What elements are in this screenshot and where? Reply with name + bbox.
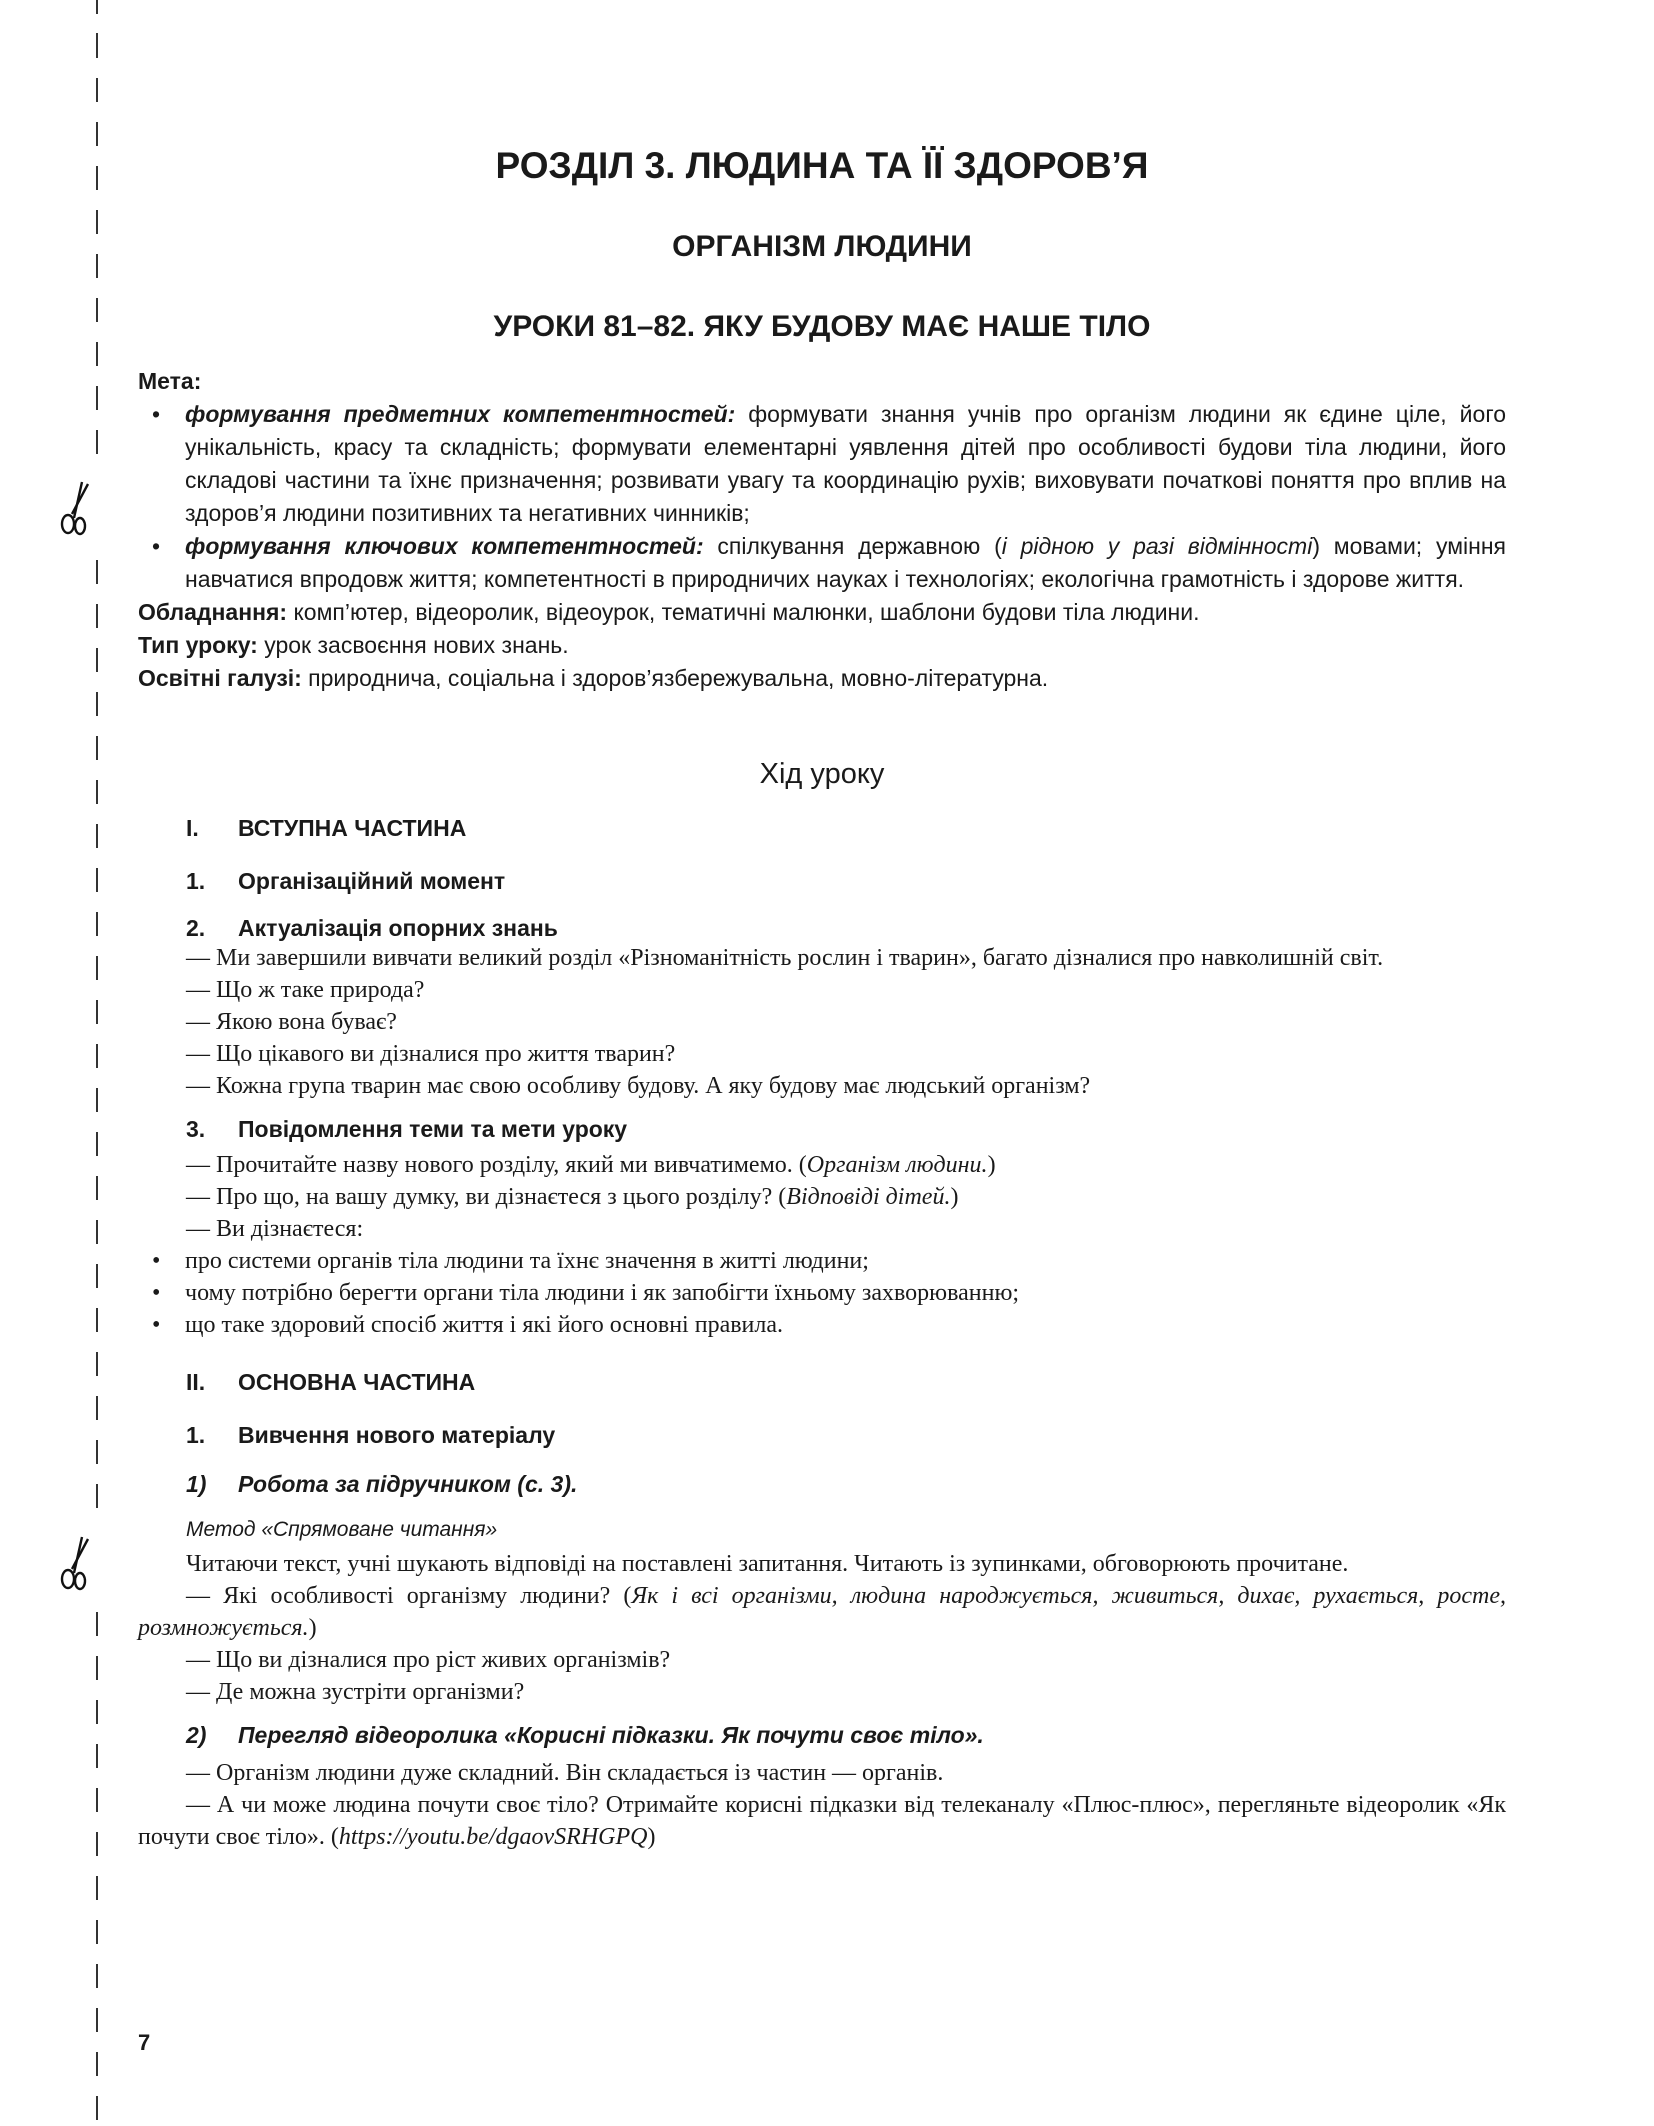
goal-label: Мета: xyxy=(138,368,202,394)
paragraph: — А чи може людина почути своє тіло? Отримайте корисні підказки від телеканалу «Плюс-плюс», перегляньте відеоролик «Як почути своє тіло». (https://youtu.be/dgaovSRHGPQ) xyxy=(138,1792,1506,1850)
lesson-title: УРОКИ 81–82. ЯКУ БУДОВУ МАЄ НАШЕ ТІЛО xyxy=(493,310,1151,343)
list-item: • про системи органів тіла людини та їхнє значення в житті людини; xyxy=(138,1245,1506,1277)
goal-item: • формування ключових компетентностей: спілкування державною (і рідною у разі відмінності) мовами; уміння навчатися впродовж життя; компетентності в природничих науках і технологіях; екологічна грамотність і здорове життя. xyxy=(138,530,1506,596)
page-number: 7 xyxy=(138,2030,151,2055)
video-link[interactable]: https://youtu.be/dgaovSRHGPQ xyxy=(338,1824,648,1850)
paragraph: Читаючи текст, учні шукають відповіді на поставлені запитання. Читають із зупинками, обговорюють прочитане. xyxy=(186,1551,1349,1577)
scissors-icon xyxy=(58,480,98,538)
course-title: Хід уроку xyxy=(759,758,885,790)
subsection-heading: 1. Організаційний момент xyxy=(186,868,506,894)
dialog-line: — Що цікавого ви дізналися про життя тварин? xyxy=(186,1041,676,1067)
subsection-heading: 2. Актуалізація опорних знань xyxy=(186,915,558,941)
lesson-type: Тип уроку: урок засвоєння нових знань. xyxy=(138,632,569,658)
lesson-goals xyxy=(138,365,1506,695)
lesson-body xyxy=(138,815,1506,1853)
subsection-heading: 2) Перегляд відеоролика «Корисні підказки. Як почути своє тіло». xyxy=(186,1722,984,1748)
educational-fields: Освітні галузі: природнича, соціальна і здоров’язбережувальна, мовно-літературна. xyxy=(138,665,1049,691)
list-item: • чому потрібно берегти органи тіла людини і як запобігти їхньому захворюванню; xyxy=(138,1277,1506,1309)
dialog-line: — Ви дізнаєтеся: xyxy=(186,1216,364,1242)
method-label: Метод «Спрямоване читання» xyxy=(186,1518,498,1541)
part-heading: I. ВСТУПНА ЧАСТИНА xyxy=(186,815,467,841)
part-heading: II. ОСНОВНА ЧАСТИНА xyxy=(186,1369,476,1395)
subsection-heading: 1. Вивчення нового матеріалу xyxy=(186,1422,556,1448)
subsection-heading: 3. Повідомлення теми та мети уроку xyxy=(186,1116,628,1142)
list-item: • що таке здоровий спосіб життя і які його основні правила. xyxy=(138,1309,1506,1341)
dialog-line: — Де можна зустріти організми? xyxy=(186,1679,525,1705)
dialog-line: — Якою вона буває? xyxy=(186,1009,397,1035)
dialog-line: — Прочитайте назву нового розділу, який ми вивчатимемо. (Організм людини.) xyxy=(186,1152,996,1178)
paragraph: — Ми завершили вивчати великий розділ «Різноманітність рослин і тварин», багато дізналися про навколишній світ. xyxy=(186,945,1384,971)
goal-item: • формування предметних компетентностей: формувати знання учнів про організм людини як єдине ціле, його унікальність, красу та складність; формувати елементарні уявлення дітей про особливості будови тіла людини, його складові частини та їхнє призначення; розвивати увагу та координацію рухів; виховувати початкові поняття про вплив на здоров’я людини позитивних та негативних чинників; xyxy=(138,398,1506,530)
scissors-icon xyxy=(58,1535,98,1593)
dialog-line: — Що ви дізналися про ріст живих організмів? xyxy=(186,1647,671,1673)
dialog-line: — Про що, на вашу думку, ви дізнаєтеся з цього розділу? (Відповіді дітей.) xyxy=(186,1184,959,1210)
cut-line xyxy=(0,0,110,2126)
section-title: РОЗДІЛ 3. ЛЮДИНА ТА ЇЇ ЗДОРОВ’Я xyxy=(495,145,1149,186)
dialog-line: — Організм людини дуже складний. Він складається із частин — органів. xyxy=(186,1760,944,1786)
subsection-heading: 1) Робота за підручником (с. 3). xyxy=(186,1471,578,1497)
dialog-line: — Що ж таке природа? xyxy=(186,977,425,1003)
topic-title: ОРГАНІЗМ ЛЮДИНИ xyxy=(672,230,972,263)
paragraph: — Які особливості організму людини? (Як і всі організми, людина народжується, живиться, дихає, рухається, росте, розмножується.) xyxy=(138,1583,1506,1641)
dialog-line: — Кожна група тварин має свою особливу будову. А яку будову має людський організм? xyxy=(186,1073,1091,1099)
equipment: Обладнання: комп’ютер, відеоролик, відеоурок, тематичні малюнки, шаблони будови тіла людини. xyxy=(138,599,1200,625)
